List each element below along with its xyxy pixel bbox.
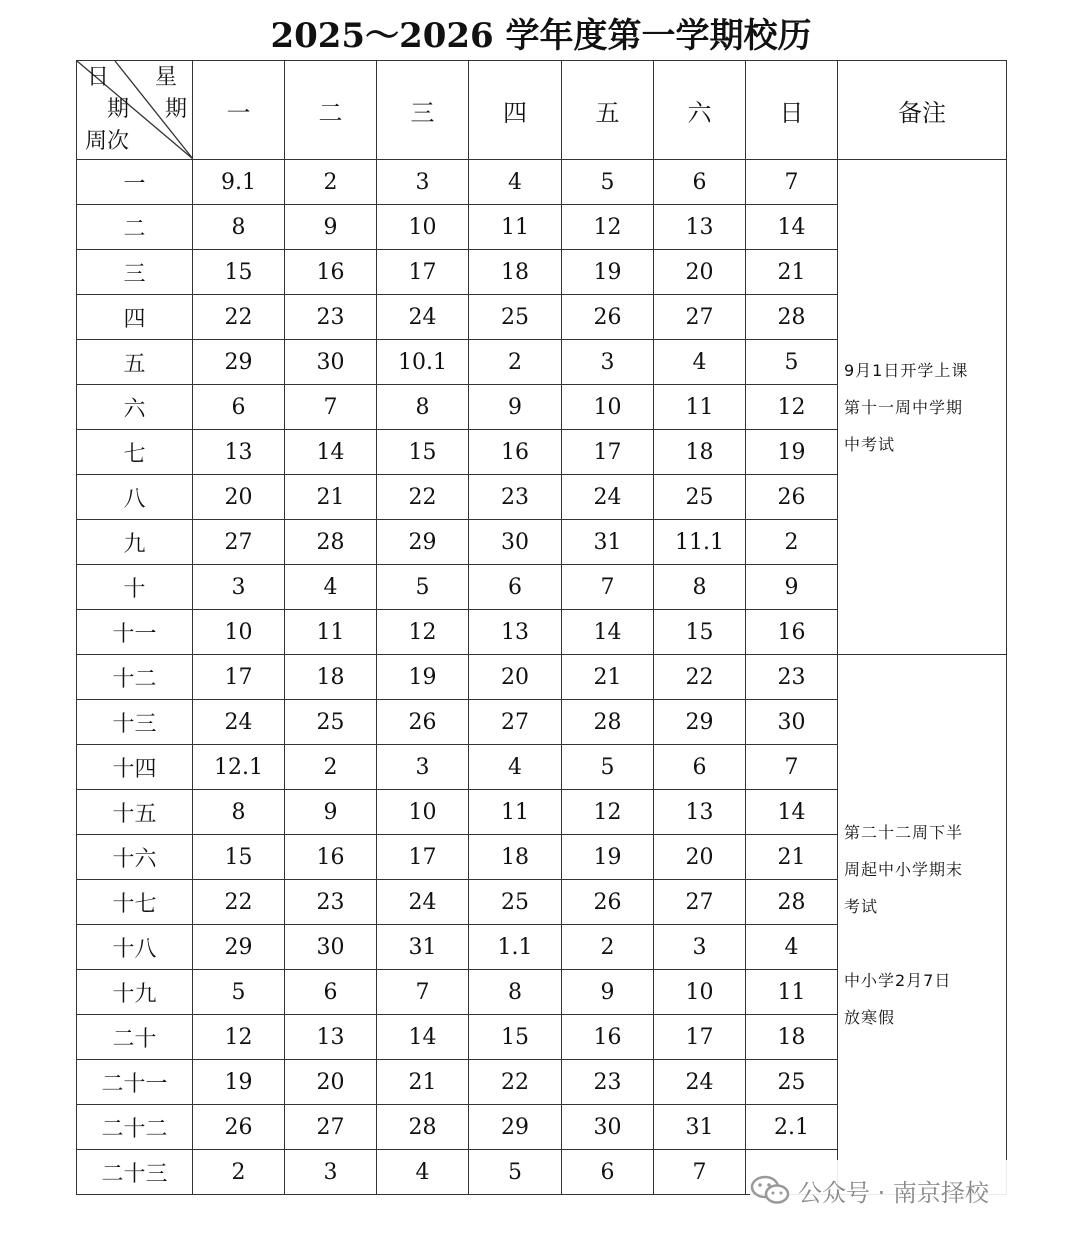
date-cell: 25: [285, 700, 377, 745]
date-cell: 8: [377, 385, 469, 430]
date-cell: 29: [193, 925, 285, 970]
date-cell: 3: [285, 1150, 377, 1195]
week-number-cell: 十二: [77, 655, 193, 700]
date-cell: 6: [285, 970, 377, 1015]
date-cell: 3: [654, 925, 746, 970]
remark-line: 9月1日开学上课: [844, 360, 969, 380]
date-cell: 19: [377, 655, 469, 700]
week-number-cell: 十四: [77, 745, 193, 790]
date-cell: 2.1: [746, 1105, 838, 1150]
remark-line: 第十一周中学期: [844, 397, 964, 417]
date-cell: 5: [469, 1150, 562, 1195]
date-cell: 22: [654, 655, 746, 700]
date-cell: 19: [562, 835, 654, 880]
date-cell: 4: [746, 925, 838, 970]
date-cell: 13: [285, 1015, 377, 1060]
week-number-cell: 三: [77, 250, 193, 295]
date-cell: 27: [654, 295, 746, 340]
date-cell: 6: [193, 385, 285, 430]
week-row: [77, 655, 1007, 700]
date-cell: 29: [377, 520, 469, 565]
date-cell: 9: [285, 205, 377, 250]
date-cell: 20: [193, 475, 285, 520]
date-cell: 22: [193, 880, 285, 925]
date-cell: 10: [377, 790, 469, 835]
date-cell: 8: [469, 970, 562, 1015]
day-header-fri: 五: [562, 61, 654, 160]
date-cell: 25: [746, 1060, 838, 1105]
day-header-tue: 二: [285, 61, 377, 160]
corner-label-qi-right: 期: [165, 97, 188, 122]
date-cell: 31: [654, 1105, 746, 1150]
date-cell: 26: [377, 700, 469, 745]
date-cell: 11: [469, 205, 562, 250]
remark-line: 中小学2月7日: [844, 970, 952, 990]
date-cell: 17: [377, 835, 469, 880]
week-number-cell: 十五: [77, 790, 193, 835]
corner-label-xing: 星: [155, 65, 178, 90]
date-cell: 2: [562, 925, 654, 970]
date-cell: 8: [193, 205, 285, 250]
date-cell: 21: [746, 835, 838, 880]
remark-line: 第二十二周下半: [844, 822, 964, 842]
week-number-cell: 六: [77, 385, 193, 430]
date-cell: 23: [285, 880, 377, 925]
date-cell: 23: [285, 295, 377, 340]
date-cell: 31: [562, 520, 654, 565]
date-cell: 10: [654, 970, 746, 1015]
date-cell: 6: [654, 745, 746, 790]
date-cell: 17: [193, 655, 285, 700]
date-cell: 5: [746, 340, 838, 385]
date-cell: 5: [377, 565, 469, 610]
date-cell: 30: [562, 1105, 654, 1150]
date-cell: 23: [746, 655, 838, 700]
week-number-cell: 七: [77, 430, 193, 475]
date-cell: 10: [193, 610, 285, 655]
date-cell: 19: [562, 250, 654, 295]
date-cell: 24: [377, 880, 469, 925]
date-cell: 4: [285, 565, 377, 610]
date-cell: 2: [285, 745, 377, 790]
date-cell: 2: [469, 340, 562, 385]
date-cell: 7: [654, 1150, 746, 1195]
corner-label-ri: 日: [87, 65, 110, 90]
date-cell: 4: [469, 160, 562, 205]
date-cell: 30: [469, 520, 562, 565]
date-cell: 19: [746, 430, 838, 475]
date-cell: 16: [562, 1015, 654, 1060]
header-row: [77, 61, 1007, 160]
week-number-cell: 一: [77, 160, 193, 205]
date-cell: 12: [562, 205, 654, 250]
date-cell: 6: [562, 1150, 654, 1195]
remark-cell-first-half: [838, 160, 1007, 655]
date-cell: 14: [377, 1015, 469, 1060]
page-title: 2025～2026 学年度第一学期校历: [270, 16, 812, 56]
date-cell: 9: [285, 790, 377, 835]
date-cell: 7: [746, 745, 838, 790]
week-number-cell: 二十二: [77, 1105, 193, 1150]
date-cell: 28: [746, 880, 838, 925]
date-cell: 11: [285, 610, 377, 655]
date-cell: 11: [654, 385, 746, 430]
watermark: [750, 1160, 1060, 1220]
date-cell: 16: [285, 835, 377, 880]
date-cell: 27: [285, 1105, 377, 1150]
date-cell: 20: [469, 655, 562, 700]
date-cell: 18: [469, 835, 562, 880]
date-cell: 8: [193, 790, 285, 835]
date-cell: 23: [469, 475, 562, 520]
date-cell: 21: [285, 475, 377, 520]
school-calendar-table: [76, 60, 1007, 1195]
date-cell: 24: [654, 1060, 746, 1105]
date-cell: 24: [193, 700, 285, 745]
remark-line: 中考试: [844, 434, 896, 454]
date-cell: 22: [193, 295, 285, 340]
date-cell: 25: [654, 475, 746, 520]
week-number-cell: 八: [77, 475, 193, 520]
date-cell: 1.1: [469, 925, 562, 970]
date-cell: 17: [654, 1015, 746, 1060]
date-cell: 18: [746, 1015, 838, 1060]
date-cell: 30: [285, 925, 377, 970]
date-cell: 28: [377, 1105, 469, 1150]
date-cell: 3: [562, 340, 654, 385]
date-cell: 14: [562, 610, 654, 655]
week-number-cell: 十: [77, 565, 193, 610]
date-cell: 9: [469, 385, 562, 430]
day-header-thu: 四: [469, 61, 562, 160]
date-cell: 6: [469, 565, 562, 610]
date-cell: 4: [377, 1150, 469, 1195]
watermark-text: 公众号 · 南京择校: [798, 1178, 989, 1207]
date-cell: 7: [285, 385, 377, 430]
date-cell: 13: [469, 610, 562, 655]
date-cell: 12: [193, 1015, 285, 1060]
corner-label-week-number: 周次: [85, 129, 130, 154]
remark-line: 周起中小学期末: [844, 859, 964, 879]
date-cell: 6: [654, 160, 746, 205]
date-cell: 27: [469, 700, 562, 745]
date-cell: 7: [377, 970, 469, 1015]
date-cell: 31: [377, 925, 469, 970]
date-cell: 13: [654, 205, 746, 250]
date-cell: 16: [469, 430, 562, 475]
date-cell: 4: [469, 745, 562, 790]
date-cell: 26: [746, 475, 838, 520]
date-cell: 15: [193, 250, 285, 295]
date-cell: 22: [377, 475, 469, 520]
date-cell: 14: [285, 430, 377, 475]
date-cell: 28: [562, 700, 654, 745]
week-number-cell: 十一: [77, 610, 193, 655]
date-cell: 29: [654, 700, 746, 745]
date-cell: 12: [746, 385, 838, 430]
date-cell: 16: [746, 610, 838, 655]
date-cell: 8: [654, 565, 746, 610]
date-cell: 3: [377, 160, 469, 205]
date-cell: 2: [746, 520, 838, 565]
date-cell: 15: [654, 610, 746, 655]
date-cell: 15: [469, 1015, 562, 1060]
week-number-cell: 四: [77, 295, 193, 340]
date-cell: 13: [193, 430, 285, 475]
date-cell: 12.1: [193, 745, 285, 790]
remark-line: [844, 925, 1000, 962]
day-header-wed: 三: [377, 61, 469, 160]
date-cell: 25: [469, 295, 562, 340]
week-number-cell: 十八: [77, 925, 193, 970]
date-cell: 14: [746, 790, 838, 835]
remark-header: 备注: [838, 61, 1007, 160]
date-cell: 19: [193, 1060, 285, 1105]
week-number-cell: 二十三: [77, 1150, 193, 1195]
corner-label-qi-left: 期: [107, 97, 130, 122]
date-cell: 30: [746, 700, 838, 745]
day-header-sat: 六: [654, 61, 746, 160]
date-cell: 26: [562, 295, 654, 340]
date-cell: 21: [377, 1060, 469, 1105]
wechat-icon: [750, 1174, 790, 1206]
date-cell: 11: [469, 790, 562, 835]
date-cell: 17: [562, 430, 654, 475]
week-number-cell: 十七: [77, 880, 193, 925]
date-cell: 20: [654, 250, 746, 295]
date-cell: 10: [377, 205, 469, 250]
date-cell: 11: [746, 970, 838, 1015]
week-number-cell: 十六: [77, 835, 193, 880]
remark-line: 考试: [844, 896, 879, 916]
date-cell: 29: [469, 1105, 562, 1150]
date-cell: 28: [285, 520, 377, 565]
week-number-cell: 九: [77, 520, 193, 565]
date-cell: 9.1: [193, 160, 285, 205]
date-cell: 17: [377, 250, 469, 295]
date-cell: 18: [469, 250, 562, 295]
date-cell: 24: [377, 295, 469, 340]
date-cell: 22: [469, 1060, 562, 1105]
week-number-cell: 二: [77, 205, 193, 250]
date-cell: 20: [285, 1060, 377, 1105]
date-cell: 26: [193, 1105, 285, 1150]
date-cell: 12: [377, 610, 469, 655]
date-cell: 10.1: [377, 340, 469, 385]
date-cell: 3: [193, 565, 285, 610]
date-cell: 11.1: [654, 520, 746, 565]
date-cell: 20: [654, 835, 746, 880]
date-cell: 23: [562, 1060, 654, 1105]
date-cell: 25: [469, 880, 562, 925]
date-cell: 2: [285, 160, 377, 205]
date-cell: 7: [746, 160, 838, 205]
date-cell: 5: [562, 160, 654, 205]
date-cell: 28: [746, 295, 838, 340]
date-cell: 21: [746, 250, 838, 295]
date-cell: 5: [562, 745, 654, 790]
date-cell: 9: [746, 565, 838, 610]
date-cell: 29: [193, 340, 285, 385]
date-cell: 18: [654, 430, 746, 475]
date-cell: 7: [562, 565, 654, 610]
week-number-cell: 十三: [77, 700, 193, 745]
date-cell: 30: [285, 340, 377, 385]
remark-cell-second-half: [838, 655, 1007, 1195]
date-cell: 4: [654, 340, 746, 385]
corner-header-cell: [77, 61, 193, 160]
date-cell: 3: [377, 745, 469, 790]
week-row: [77, 160, 1007, 205]
date-cell: 16: [285, 250, 377, 295]
date-cell: 24: [562, 475, 654, 520]
date-cell: 10: [562, 385, 654, 430]
date-cell: 15: [377, 430, 469, 475]
date-cell: 15: [193, 835, 285, 880]
date-cell: 21: [562, 655, 654, 700]
week-number-cell: 十九: [77, 970, 193, 1015]
date-cell: 13: [654, 790, 746, 835]
remark-line: 放寒假: [844, 1007, 896, 1027]
date-cell: 27: [654, 880, 746, 925]
day-header-sun: 日: [746, 61, 838, 160]
date-cell: 2: [193, 1150, 285, 1195]
day-header-mon: 一: [193, 61, 285, 160]
date-cell: 9: [562, 970, 654, 1015]
date-cell: 26: [562, 880, 654, 925]
week-number-cell: 五: [77, 340, 193, 385]
date-cell: 27: [193, 520, 285, 565]
week-number-cell: 二十一: [77, 1060, 193, 1105]
week-number-cell: 二十: [77, 1015, 193, 1060]
date-cell: 5: [193, 970, 285, 1015]
date-cell: 14: [746, 205, 838, 250]
date-cell: 12: [562, 790, 654, 835]
date-cell: 18: [285, 655, 377, 700]
